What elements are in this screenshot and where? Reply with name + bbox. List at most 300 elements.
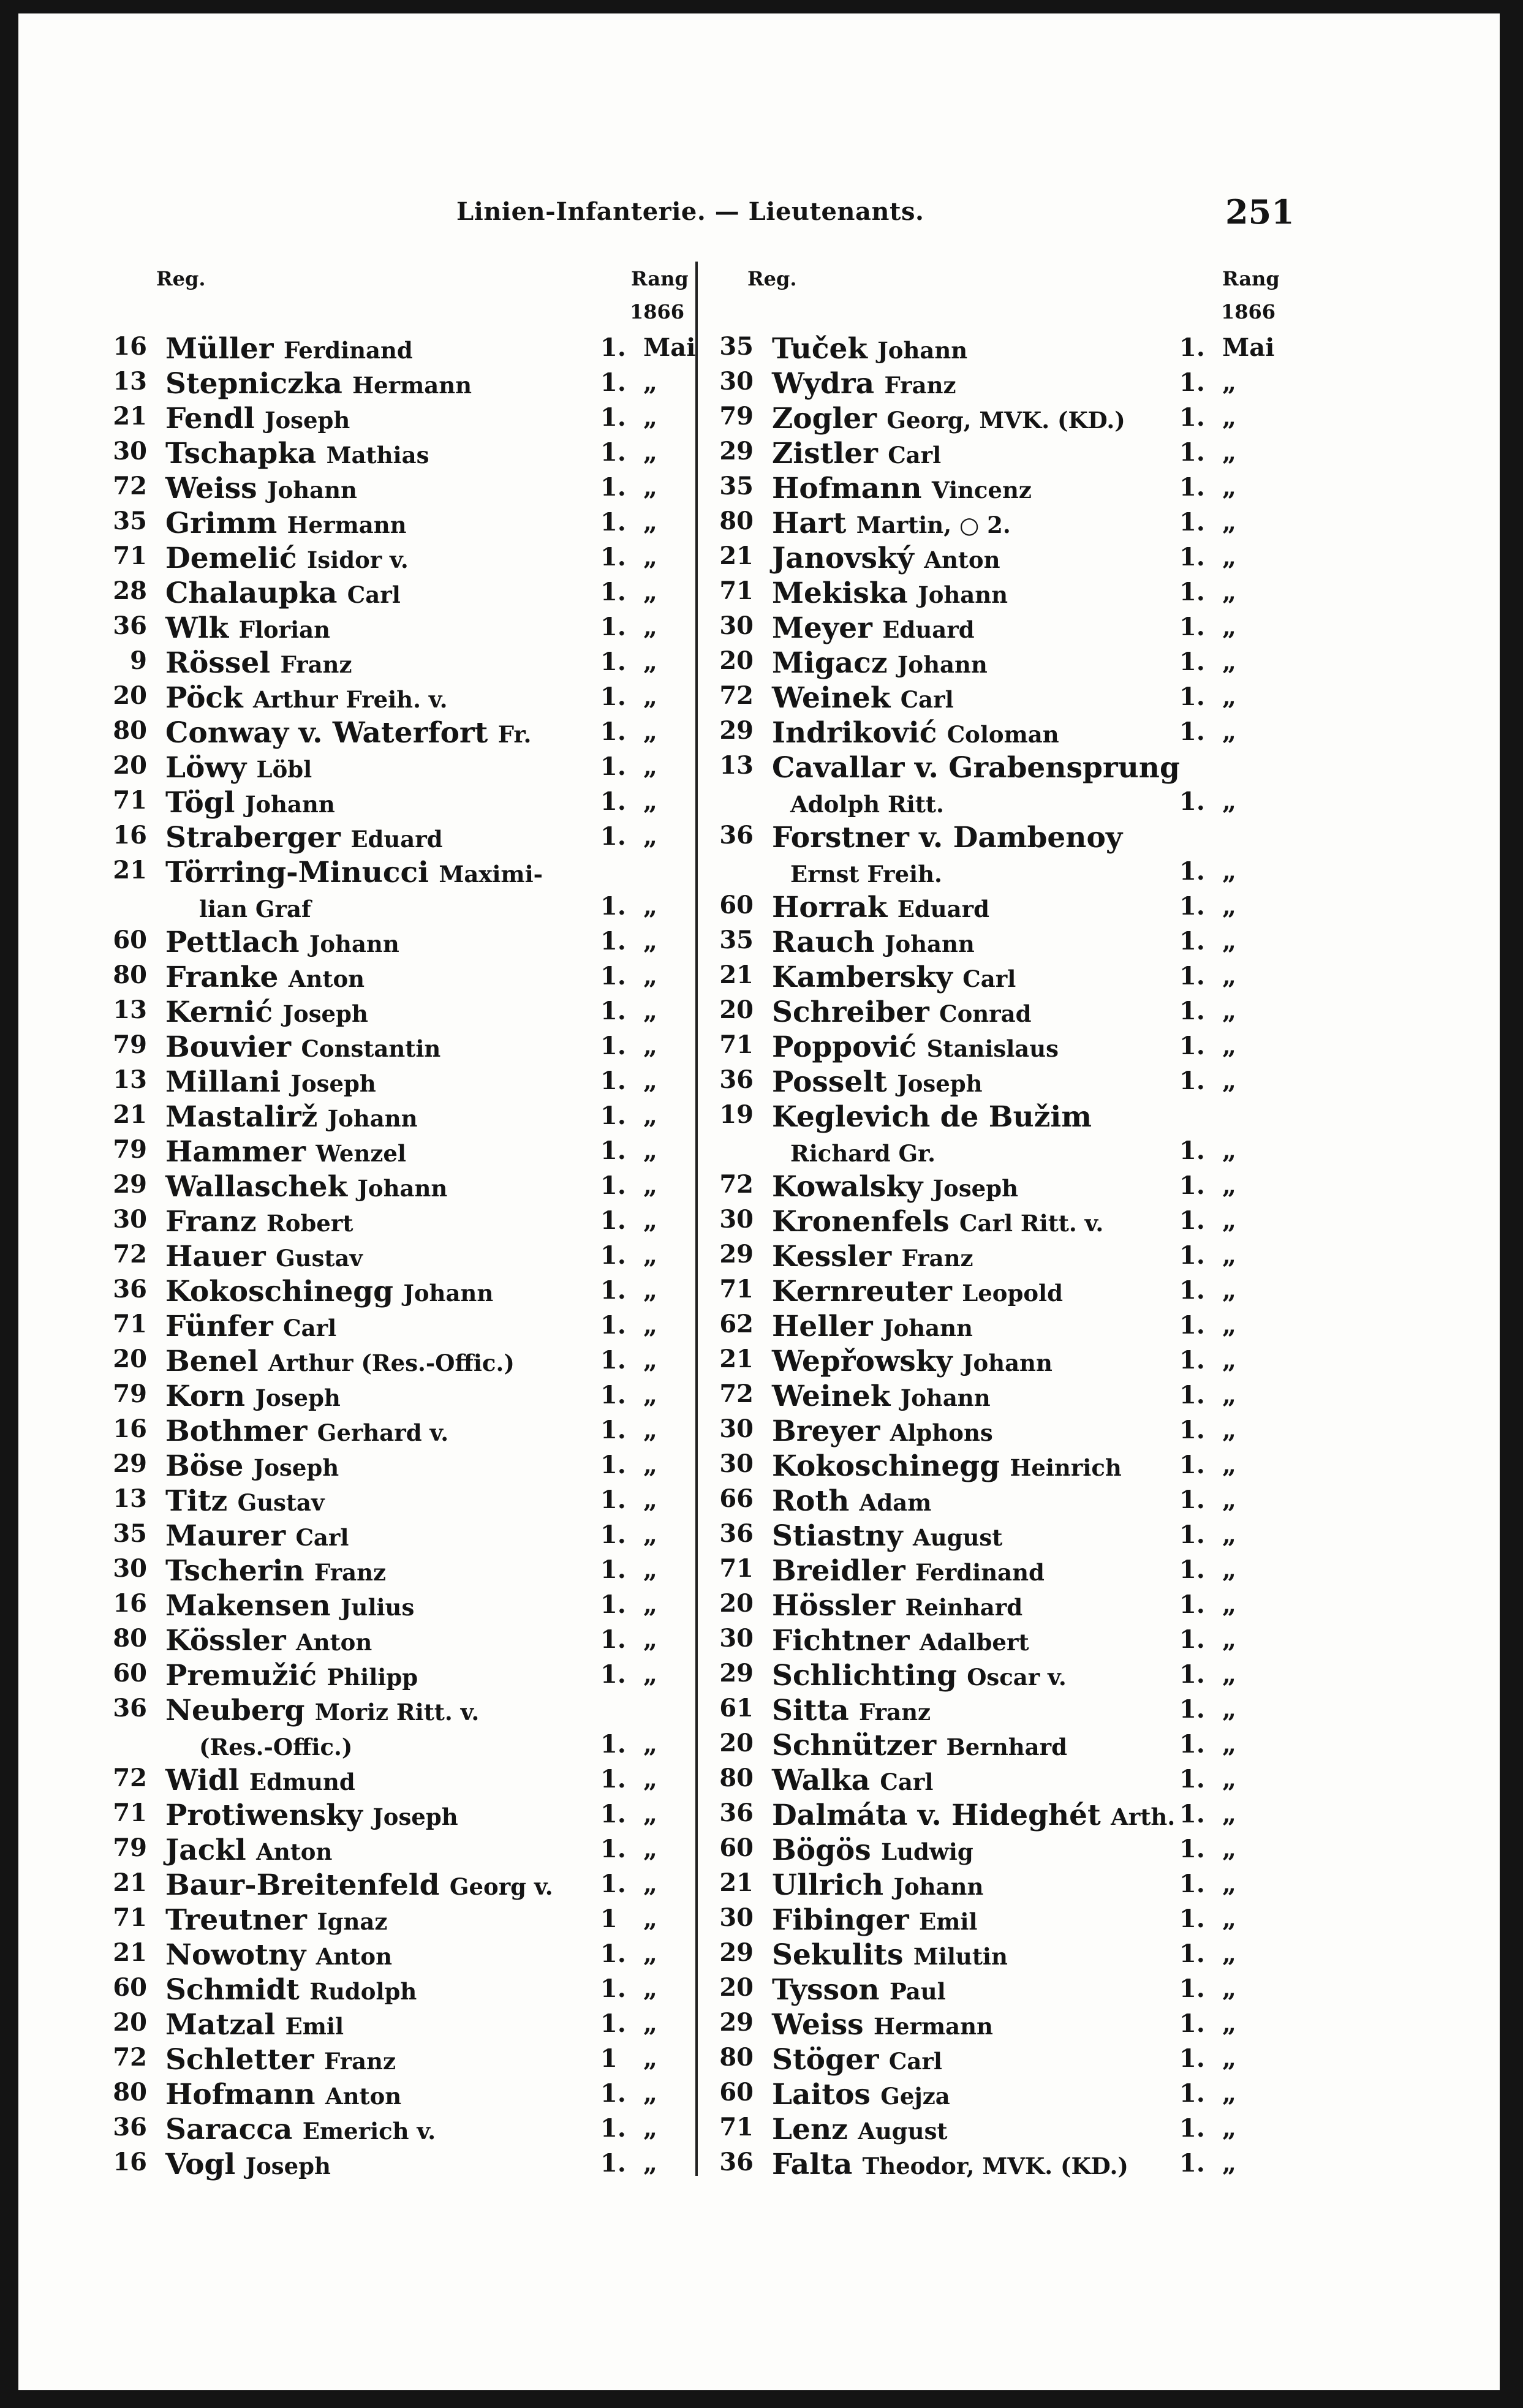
rank-day: 1. [600,647,626,676]
surname: Widl [165,1764,240,1797]
officer-name [165,1240,363,1274]
regiment-number: 13 [113,367,147,396]
surname: Matzal [165,2008,276,2042]
given-name: Joseph [372,1803,458,1830]
rank-day: 1. [600,1590,626,1619]
surname: Kössler [165,1624,286,1658]
given-name: Joseph [282,1000,368,1027]
regiment-number: 72 [113,1764,147,1792]
officer-name [772,1868,983,1902]
regiment-number: 35 [113,507,147,535]
list-item [705,926,1287,961]
regiment-number: 29 [719,716,754,745]
rang-label: Rang [631,267,689,290]
surname: Fünfer [165,1310,273,1343]
given-name: Johann [309,930,399,957]
regiment-number: 16 [113,821,147,850]
surname: Hössler [772,1589,896,1623]
rank-month: „ [643,1520,658,1549]
officer-name [165,681,448,715]
rank-day: 1. [600,1625,626,1654]
officer-name [772,646,988,680]
given-name: Hermann [287,511,407,538]
surname: Forstner v. Dambenoy [772,821,1123,855]
rank-day: 1. [600,822,626,851]
surname: Protiwensky [165,1798,363,1832]
officer-name [772,1100,1092,1134]
rank-month: „ [643,543,658,572]
rank-day: 1. [1179,368,1205,397]
list-item [705,1973,1287,2008]
rank-day: 1. [600,717,626,746]
rank-day: 1. [1179,1695,1205,1724]
officer-name [772,926,975,959]
given-name: Mathias [326,442,429,469]
regiment-number: 71 [719,1030,754,1059]
regiment-number: 28 [113,576,147,605]
rank-day: 1. [600,787,626,816]
officer-name [165,995,368,1029]
surname: Törring-Minucci [165,856,429,889]
list-item [98,2148,680,2183]
rank-day: 1. [600,1974,626,2003]
surname: Stepniczka [165,367,342,401]
officer-name [165,1903,387,1937]
officer-name [772,1449,1122,1483]
surname: Breidler [772,1554,905,1588]
surname: Rössel [165,646,271,680]
rank-day: 1. [1179,1451,1205,1479]
regiment-number: 19 [719,1100,754,1129]
given-name: Hermann [352,372,472,399]
list-item [98,2113,680,2148]
rank-day: 1. [1179,647,1205,676]
officer-name [790,1135,935,1169]
regiment-number: 36 [113,2113,147,2142]
given-name: Eduard [350,826,443,853]
list-item [98,1868,680,1903]
given-name: Joseph [255,1384,341,1411]
officer-name [165,1414,448,1448]
rank-month: „ [1222,543,1237,572]
officer-name [165,1833,332,1867]
list-item [705,1798,1287,1833]
list-item [705,507,1287,542]
given-name: Arth. [1111,1803,1176,1830]
regiment-number: 71 [113,1903,147,1932]
given-name: Ludwig [881,1838,973,1865]
rank-month: „ [643,1555,658,1584]
rank-month: „ [1222,1346,1237,1375]
officer-name [165,1100,418,1134]
list-item [705,1170,1287,1205]
surname: Hofmann [772,472,922,505]
officer-name [772,1345,1052,1378]
list-item [705,2043,1287,2078]
rank-month: „ [1222,1136,1237,1165]
list-item [705,472,1287,507]
list-item [705,1449,1287,1484]
rank-day: 1. [600,1870,626,1898]
list-item [705,1240,1287,1275]
page-title: Linien-Infanterie. — Lieutenants. [456,197,924,226]
rank-day: 1. [1179,1625,1205,1654]
officer-name [165,786,335,820]
regiment-number: 20 [719,1589,754,1618]
rank-month: „ [643,1835,658,1863]
page-header [18,192,1500,234]
surname: Schnützer [772,1729,937,1762]
list-item [98,1519,680,1554]
regiment-number: 79 [113,1833,147,1862]
officer-name [165,611,330,645]
officer-name [165,472,357,505]
given-name: Löbl [256,756,312,783]
surname: Weiss [165,472,257,505]
rank-day: 1. [1179,1730,1205,1759]
rank-day: 1. [600,682,626,711]
list-item [98,716,680,751]
rank-month: „ [643,927,658,956]
surname: Weinek [772,1380,891,1413]
list-item [98,1030,680,1065]
rank-day: 1. [1179,1416,1205,1444]
rank-day: 1. [1179,578,1205,606]
surname: Keglevich de Bužim [772,1100,1092,1134]
list-item [705,576,1287,611]
list-item [705,1030,1287,1065]
rank-day: 1. [600,1555,626,1584]
rank-day: 1. [600,333,626,362]
officer-name [790,856,942,889]
surname: Dalmáta v. Hideghét [772,1798,1101,1832]
given-name: Georg v. [449,1873,553,1900]
surname: Stiastny [772,1519,903,1553]
regiment-number: 13 [113,1484,147,1513]
regiment-number: 36 [113,1275,147,1304]
rank-day: 1. [600,403,626,432]
list-item [98,786,680,821]
surname: Mastalirž [165,1100,318,1134]
rank-day: 1. [1179,1904,1205,1933]
rank-day: 1. [600,1730,626,1759]
rank-day: 1. [600,1416,626,1444]
officer-name [772,1764,933,1797]
rank-month: „ [1222,1241,1237,1270]
surname: Premužić [165,1659,317,1693]
regiment-number: 72 [113,472,147,500]
rank-day: 1. [1179,717,1205,746]
given-name: Georg, MVK. (KD.) [886,407,1125,434]
surname: Schlichting [772,1659,957,1693]
list-item [98,1798,680,1833]
list-item [98,1135,680,1170]
regiment-number: 21 [113,856,147,885]
regiment-number: 13 [719,751,754,780]
surname: Weiss [772,2008,864,2042]
rank-day: 1. [1179,2149,1205,2178]
rank-day: 1. [1179,997,1205,1025]
regiment-number: 72 [719,1170,754,1199]
officer-name [165,2043,396,2077]
rank-month: „ [1222,647,1237,676]
rank-month: „ [1222,1730,1237,1759]
officer-name [772,1973,946,2007]
surname: Kowalsky [772,1170,923,1204]
regiment-number: 71 [719,576,754,605]
rank-month: „ [1222,1765,1237,1794]
list-item [705,1624,1287,1659]
given-name: Adam [859,1489,932,1516]
surname: Tögl [165,786,235,820]
officer-name [772,507,1011,540]
rank-day: 1. [1179,1520,1205,1549]
rank-day: 1. [1179,333,1205,362]
regiment-number: 71 [113,1798,147,1827]
list-item [705,1065,1287,1100]
rank-day: 1. [600,1765,626,1794]
given-name: Anton [316,1943,392,1970]
list-item [98,1205,680,1240]
given-name: Oscar v. [967,1664,1067,1691]
regiment-number: 60 [719,2078,754,2107]
officer-name [165,1345,515,1378]
given-name: Johann [883,1315,973,1342]
surname: Laitos [772,2078,871,2112]
surname: Indriković [772,716,937,750]
list-item [98,1833,680,1868]
officer-name [772,1659,1067,1693]
officer-name [165,1310,336,1343]
given-name: Maximi- [439,861,543,888]
regiment-number: 36 [113,1694,147,1723]
officer-name [165,646,352,680]
officer-name [165,1380,341,1413]
officer-name [772,402,1125,436]
list-item [98,1554,680,1589]
surname: Sekulits [772,1938,904,1972]
rank-day: 1. [600,1206,626,1235]
list-item [705,1659,1287,1694]
officer-name [165,1659,418,1693]
regiment-number: 60 [719,891,754,919]
rank-day: 1. [600,368,626,397]
list-item [705,332,1287,367]
rank-month: „ [643,1066,658,1095]
regiment-number: 29 [719,1659,754,1688]
officer-name [772,2078,950,2112]
list-item [705,1938,1287,1973]
rank-month: „ [643,892,658,921]
surname: Kokoschinegg [165,1275,393,1308]
rank-month: „ [1222,2149,1237,2178]
officer-name [165,821,443,855]
given-name: Johann [357,1175,448,1202]
surname: Kessler [772,1240,892,1274]
surname: Fichtner [772,1624,910,1658]
officer-name [199,1729,352,1762]
rank-day: 1. [600,1311,626,1340]
officer-name [772,1065,983,1099]
regiment-number: 80 [719,1764,754,1792]
surname: Falta [772,2148,853,2181]
rank-month: „ [643,578,658,606]
officer-name [772,542,1000,575]
rank-day: 1. [600,1520,626,1549]
right-column [705,332,1287,2183]
regiment-number: 21 [113,402,147,431]
officer-name [165,1484,325,1518]
column-divider [695,262,698,2176]
given-name: Carl [962,965,1016,992]
list-item [98,646,680,681]
rank-day: 1. [1179,1381,1205,1410]
list-item [705,1135,1287,1170]
list-item [705,1589,1287,1624]
list-item [705,891,1287,926]
list-item [705,786,1287,821]
rank-month: „ [643,403,658,432]
rank-month: „ [1222,1276,1237,1305]
rank-day: 1. [600,2114,626,2143]
officer-name [165,961,365,994]
rank-month: „ [1222,2009,1237,2038]
rank-month: „ [1222,1625,1237,1654]
regiment-number: 29 [113,1449,147,1478]
rank-day: 1. [600,543,626,572]
given-name: Philipp [327,1664,418,1691]
rank-month: „ [1222,1311,1237,1340]
officer-name [165,332,413,366]
regiment-number: 21 [719,1345,754,1373]
regiment-number: 20 [113,1345,147,1373]
surname: Chalaupka [165,576,338,610]
given-name: Hermann [874,2013,993,2040]
list-item [98,1938,680,1973]
given-name: Carl [900,686,954,713]
rank-month: „ [1222,613,1237,641]
rank-month: „ [643,1381,658,1410]
surname: Straberger [165,821,341,855]
given-name: Anton [295,1629,372,1656]
rank-month: „ [643,1660,658,1689]
rank-month: „ [1222,1660,1237,1689]
rank-day: 1. [600,613,626,641]
rank-month: „ [1222,578,1237,606]
surname: Pöck [165,681,243,715]
regiment-number: 72 [719,1380,754,1408]
rank-day: 1. [1179,438,1205,467]
surname: Walka [772,1764,871,1797]
officer-name [165,1170,447,1204]
given-name: Fr. [497,721,532,748]
rank-month: „ [1222,438,1237,467]
list-item [98,751,680,786]
rank-month: „ [643,962,658,991]
surname: Conway v. Waterfort [165,716,488,750]
rank-month: „ [1222,403,1237,432]
given-name: Carl [295,1524,349,1551]
rank-month: „ [643,1451,658,1479]
regiment-number: 36 [113,611,147,640]
given-name: Anton [288,965,365,992]
surname: Kambersky [772,961,953,994]
rank-month: „ [1222,1835,1237,1863]
officer-name [772,751,1180,785]
rank-month: „ [643,1800,658,1829]
rank-month: „ [643,2149,658,2178]
given-name: Carl [888,442,942,469]
rank-day: 1. [1179,1136,1205,1165]
rank-day: 1. [1179,2009,1205,2038]
surname: Wlk [165,611,229,645]
rank-month: „ [643,1136,658,1165]
officer-name [772,611,975,645]
surname: Korn [165,1380,246,1413]
rank-month: „ [1222,892,1237,921]
rank-month: „ [1222,962,1237,991]
rank-month: „ [1222,368,1237,397]
given-name: Gejza [880,2083,950,2110]
list-item [705,1764,1287,1798]
rank-day: 1. [1179,1346,1205,1375]
list-item [98,1240,680,1275]
list-item [98,821,680,856]
surname: Mekiska [772,576,908,610]
regiment-number: 72 [719,681,754,710]
rank-month: „ [643,438,658,467]
rank-month: „ [1222,1032,1237,1060]
given-name: Arthur Freih. v. [253,686,448,713]
regiment-number: 16 [113,1589,147,1618]
given-name: Johann [900,1384,991,1411]
rank-day: 1. [600,2149,626,2178]
officer-name [772,1833,973,1867]
surname: Nowotny [165,1938,306,1972]
rank-day: 1. [600,1066,626,1095]
rank-day: 1 [600,1904,618,1933]
given-name: Johann [267,477,357,504]
rank-month: „ [1222,682,1237,711]
rank-day: 1. [1179,2079,1205,2108]
surname: Posselt [772,1065,887,1099]
given-name: Alphons [890,1419,993,1446]
officer-name [165,1205,353,1239]
rank-month: „ [643,2114,658,2143]
officer-name [165,402,350,436]
list-item [98,1380,680,1414]
surname: Wepřowsky [772,1345,953,1378]
list-item [98,961,680,995]
given-name: Arthur (Res.-Offic.) [268,1349,515,1376]
given-name: Johann [884,930,975,957]
surname: Millani [165,1065,281,1099]
regiment-number: 80 [113,2078,147,2107]
given-name: Moriz Ritt. v. [314,1699,480,1726]
officer-name [165,1065,376,1099]
given-name: Carl [880,1768,934,1795]
regiment-number: 35 [113,1519,147,1548]
surname: Stöger [772,2043,879,2077]
rank-month: „ [643,787,658,816]
officer-name [772,2043,942,2077]
given-name: Wenzel [316,1140,406,1167]
surname: Kronenfels [772,1205,950,1239]
rank-month: „ [643,473,658,502]
surname: Fibinger [772,1903,909,1937]
rank-month: „ [1222,1066,1237,1095]
officer-name [165,1764,355,1797]
